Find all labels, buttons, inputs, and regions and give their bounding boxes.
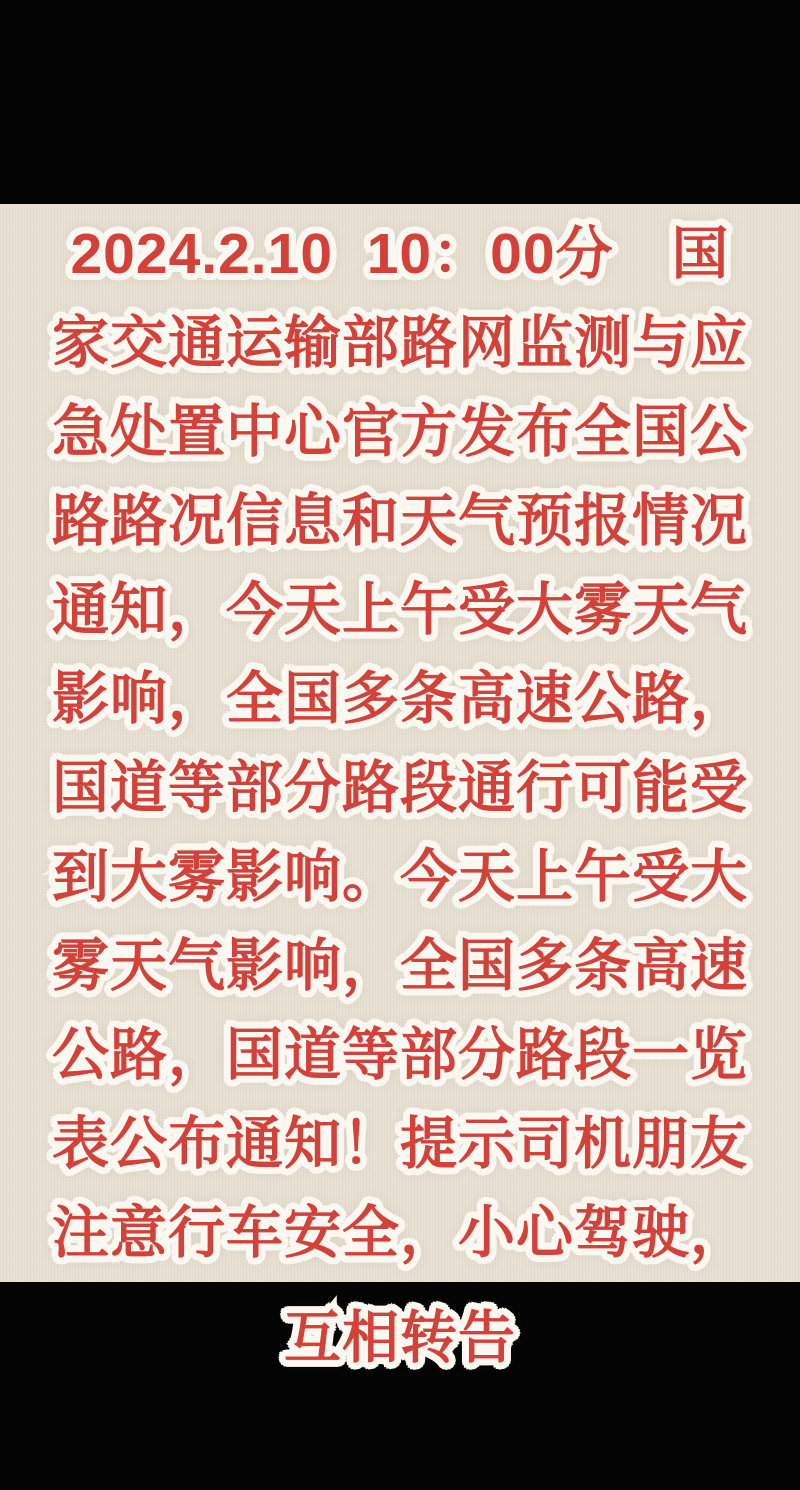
notice-line: 注意行车安全，小心驾驶，: [52, 1201, 748, 1265]
top-letterbox-bar: [0, 0, 800, 204]
notice-line: 通知，今天上午受大雾天气: [52, 578, 748, 642]
notice-footer-line: 互相转告: [284, 1306, 516, 1370]
notice-line: 到大雾影响。今天上午受大: [52, 845, 748, 909]
notice-line-timestamp: 2024.2.10 10：00分 国: [70, 222, 730, 286]
notice-line: 表公布通知！提示司机朋友: [52, 1112, 748, 1176]
notice-line: 雾天气影响，全国多条高速: [52, 934, 748, 998]
notice-line: 急处置中心官方发布全国公: [52, 400, 748, 464]
notice-body: [0, 204, 800, 1282]
notice-line: 公路，国道等部分路段一览: [52, 1023, 748, 1087]
notice-line: 影响，全国多条高速公路，: [52, 667, 748, 731]
notice-line: 家交通运输部路网监测与应: [52, 311, 748, 375]
notice-line: 国道等部分路段通行可能受: [52, 756, 748, 820]
bottom-letterbox-bar: [0, 1282, 800, 1490]
notice-line: 路路况信息和天气预报情况: [52, 489, 748, 553]
